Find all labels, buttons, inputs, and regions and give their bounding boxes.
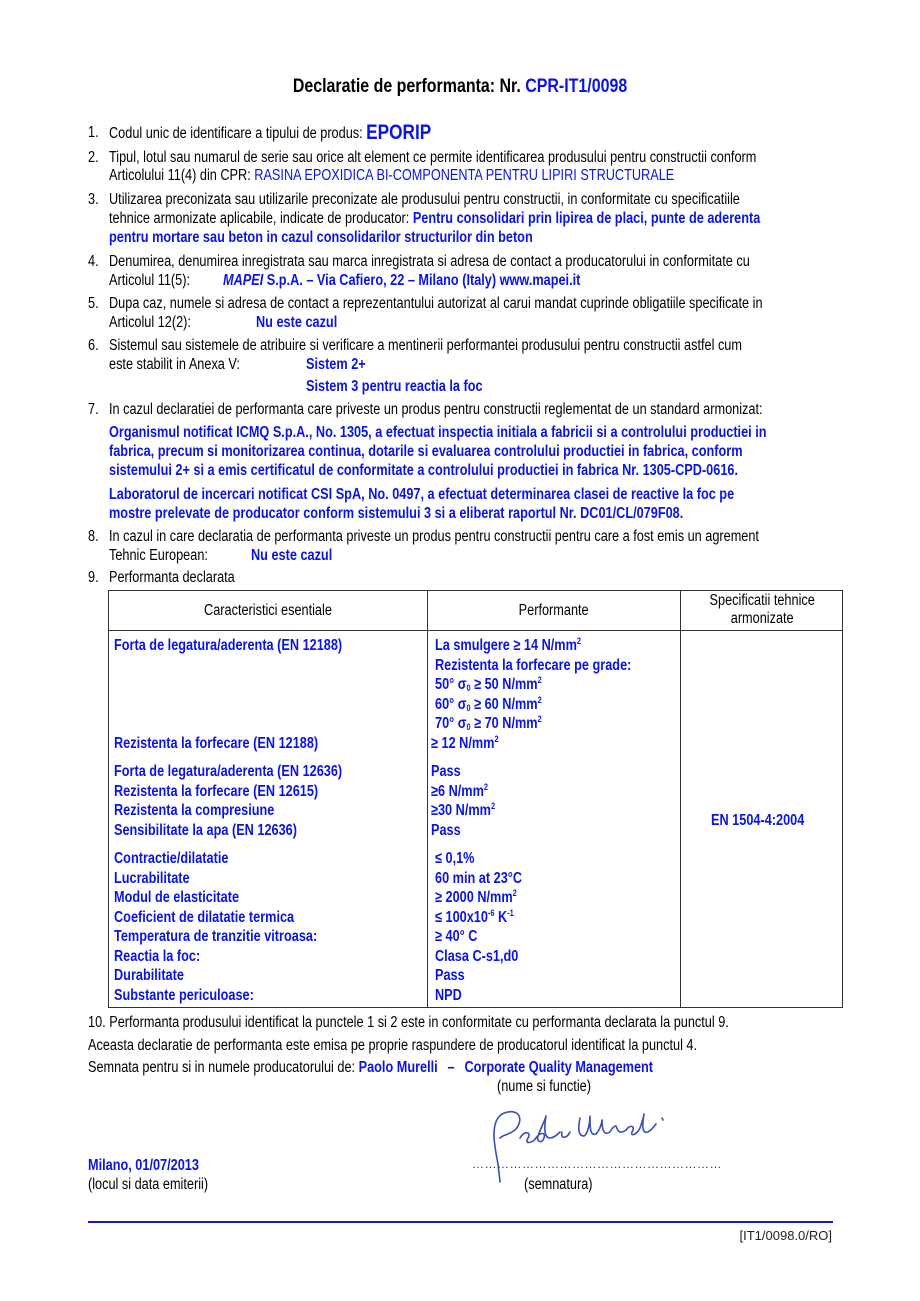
perf-shear-12: ≥ 12 $N/mm^2$ xyxy=(431,733,499,752)
perf-shear-60: 60° $\sigma_0 \ge 60$ $N/mm^2$ xyxy=(435,694,542,713)
footer-rule xyxy=(88,1221,833,1223)
title-prefix: Declaratie de performanta: Nr. xyxy=(292,76,526,97)
perf-shear-70: 70° $\sigma_0 \ge 70$ $N/mm^2$ xyxy=(435,714,542,732)
item-8-line2: Tehnic European: xyxy=(109,547,208,564)
signer-role: Corporate Quality Management xyxy=(464,1059,654,1076)
char-thermal-expansion: Coeficient de dilatatie termica xyxy=(114,908,295,926)
char-glass-transition: Temperatura de tranzitie vitroasa: xyxy=(114,928,318,945)
place-date: Milano, 01/07/2013 xyxy=(88,1157,199,1174)
perf-shear-12615: ≥6 $N/mm^2$ xyxy=(431,781,489,800)
item-1-number: 1. xyxy=(88,124,99,141)
item-4-line2: Articolul 11(5): xyxy=(109,272,191,289)
signer-dash: – xyxy=(447,1059,455,1076)
item-2-line1: Tipul, lotul sau numarul de serie sau orice alt element ce permite identificarea produsului pentru constructii conform xyxy=(109,149,757,166)
signer-name: Paolo Murelli xyxy=(358,1059,438,1076)
char-water-sensitivity: Sensibilitate la apa (EN 12636) xyxy=(114,821,297,839)
item-9-text: Performanta declarata xyxy=(109,569,235,586)
item-2-line2 xyxy=(109,167,674,185)
item-10-text: Performanta produsului identificat la punctele 1 si 2 este in conformitate cu performanta declarata la punctul 9. xyxy=(109,1014,729,1031)
item-6-number: 6. xyxy=(88,337,99,354)
perf-bond-12636: Pass xyxy=(431,763,461,780)
product-code: EPORIP xyxy=(366,121,432,144)
item-7-para2-line1: Laboratorul de incercari notificat CSI SpA, No. 0497, a efectuat determinarea clasei de reactive la foc pe xyxy=(109,486,735,503)
page-title xyxy=(0,76,920,98)
perf-water-sensitivity: Pass xyxy=(431,821,461,839)
product-type: RASINA EPOXIDICA BI-COMPONENTA PENTRU LIPIRI STRUCTURALE xyxy=(254,167,675,184)
item-7-number: 7. xyxy=(88,401,99,418)
item-3-line2 xyxy=(109,210,760,228)
char-shrinkage: Contractie/dilatatie xyxy=(114,850,229,867)
spec-standard: EN 1504-4:2004 xyxy=(711,812,805,829)
table-header-divider xyxy=(109,630,842,631)
perf-elastic-modulus: ≥ 2000 $N/mm^2$ xyxy=(435,888,517,906)
signed-label: Semnata pentru si in numele producatorului de: xyxy=(88,1059,359,1076)
perf-shear-50: 50° $\sigma_0 \ge 50$ $N/mm^2$ xyxy=(435,675,542,693)
manufacturer xyxy=(223,272,580,290)
char-compression: Rezistenta la compresiune xyxy=(114,802,275,819)
item-8-number: 8. xyxy=(88,528,99,545)
item-5-line1: Dupa caz, numele si adresa de contact a reprezentantului autorizat al carui mandat cuprinde obligatiile specificate in xyxy=(109,295,763,312)
perf-compression: ≥30 $N/mm^2$ xyxy=(431,801,496,819)
item-10-number: 10. xyxy=(88,1014,106,1031)
char-bond-strength-12636: Forta de legatura/aderenta (EN 12636) xyxy=(114,763,343,780)
perf-shrinkage: ≤ 0,1% xyxy=(435,850,475,867)
char-elastic-modulus: Modul de elasticitate xyxy=(114,889,240,906)
perf-dangerous-substances: NPD xyxy=(435,986,462,1004)
char-bond-strength-12188: Forta de legatura/aderenta (EN 12188) xyxy=(114,637,343,654)
header-specifications: Specificatii tehnice armonizate xyxy=(709,592,815,627)
manufacturer-brand: MAPEI xyxy=(223,272,264,289)
item-7-para2-line2: mostre prelevate de producator conform sistemului 3 si a eliberat raportul Nr. DC01/CL/079F08. xyxy=(109,505,684,522)
perf-durability: Pass xyxy=(435,967,465,984)
perf-workability: 60 min at 23°C xyxy=(435,869,523,887)
intended-use-1: Pentru consolidari prin lipirea de placi, punte de aderenta xyxy=(412,210,761,227)
item-3-label: tehnice armonizate aplicabile, indicate de producator: xyxy=(109,210,413,227)
perf-thermal-expansion: ≤ $100x10^{-6}$ $K^{-1}$ xyxy=(435,907,514,926)
document-code: [IT1/0098.0/RO] xyxy=(739,1228,832,1243)
header-performance: Performante xyxy=(519,602,589,619)
item-7-para1-line2: fabrica, precum si monitorizarea continua, dotarile si evaluarea controlului productiei in fabrica, conform xyxy=(109,443,743,460)
item-1 xyxy=(109,121,432,144)
item-5-number: 5. xyxy=(88,295,99,312)
item-2-number: 2. xyxy=(88,149,99,166)
name-caption: (nume si functie) xyxy=(497,1078,591,1095)
place-date-caption: (locul si data emiterii) xyxy=(88,1176,209,1193)
perf-pull-off: La smulgere ≥ 14 $N/mm^2$ xyxy=(435,636,582,654)
char-workability: Lucrabilitate xyxy=(114,869,190,887)
representative-value: Nu este cazul xyxy=(256,314,338,331)
declaration-number: CPR-IT1/0098 xyxy=(525,76,628,97)
item-7-para1-line1: Organismul notificat ICMQ S.p.A., No. 1305, a efectuat inspectia initiala a fabricii si a controlului productiei in xyxy=(109,424,767,441)
perf-glass-transition: ≥ 40° C xyxy=(435,928,478,945)
item-5-line2: Articolul 12(2): xyxy=(109,314,191,331)
intended-use-2: pentru mortare sau beton in cazul consolidarilor structurilor din beton xyxy=(109,229,533,246)
manufacturer-address: S.p.A. – Via Cafiero, 22 – Milano (Italy) www.mapei.it xyxy=(263,272,581,289)
table-col-divider-1 xyxy=(427,591,428,1007)
header-characteristics: Caracteristici esentiale xyxy=(204,602,332,619)
item-3-number: 3. xyxy=(88,191,99,208)
item-7-line1: In cazul declaratiei de performanta care priveste un produs pentru constructii reglementat de un standard armonizat: xyxy=(109,401,763,418)
item-4-line1: Denumirea, denumirea inregistrata sau marca inregistrata si adresa de contact a producatorului in conformitate cu xyxy=(109,253,750,270)
item-6-line2: este stabilit in Anexa V: xyxy=(109,356,240,373)
system-2: Sistem 3 pentru reactia la foc xyxy=(306,378,483,395)
signature-image xyxy=(480,1104,680,1184)
item-7-para1-line3: sistemului 2+ si a emis certificatul de conformitate a controlului productiei in fabrica Nr. 1305-CPD-0616. xyxy=(109,462,738,479)
item-2-label: Articolului 11(4) din CPR: xyxy=(109,167,255,184)
char-dangerous-substances: Substante periculoase: xyxy=(114,986,254,1004)
signed-by xyxy=(88,1059,653,1077)
char-shear-12615: Rezistenta la forfecare (EN 12615) xyxy=(114,782,319,800)
item-4-number: 4. xyxy=(88,253,99,270)
item-8-line1: In cazul in care declaratia de performanta priveste un produs pentru constructii pentru care a fost emis un agrement xyxy=(109,528,759,545)
perf-shear-grades-label: Rezistenta la forfecare pe grade: xyxy=(435,656,632,674)
item-1-text: Codul unic de identificare a tipului de produs: xyxy=(109,125,367,142)
item-6-line1: Sistemul sau sistemele de atribuire si verificare a mentinerii performantei produsului pentru constructii astfel cum xyxy=(109,337,742,354)
eta-value: Nu este cazul xyxy=(251,547,333,564)
signature-caption: (semnatura) xyxy=(524,1176,593,1193)
item-9-number: 9. xyxy=(88,569,99,586)
item-3-line1: Utilizarea preconizata sau utilizarile preconizate ale produsului pentru constructii, in conformitate cu specificatiile xyxy=(109,191,740,208)
table-col-divider-2 xyxy=(680,591,681,1007)
char-durability: Durabilitate xyxy=(114,967,184,984)
system-1: Sistem 2+ xyxy=(306,356,366,373)
signature-line: …………………………………………………… xyxy=(472,1157,722,1171)
char-shear-strength-12188: Rezistenta la forfecare (EN 12188) xyxy=(114,734,319,752)
responsibility-statement: Aceasta declaratie de performanta este emisa pe proprie raspundere de producatorul identificat la punctul 4. xyxy=(88,1037,698,1054)
item-10 xyxy=(88,1014,729,1032)
perf-fire-reaction: Clasa C-s1,d0 xyxy=(435,947,519,965)
performance-table xyxy=(108,590,843,1008)
char-fire-reaction: Reactia la foc: xyxy=(114,947,201,965)
